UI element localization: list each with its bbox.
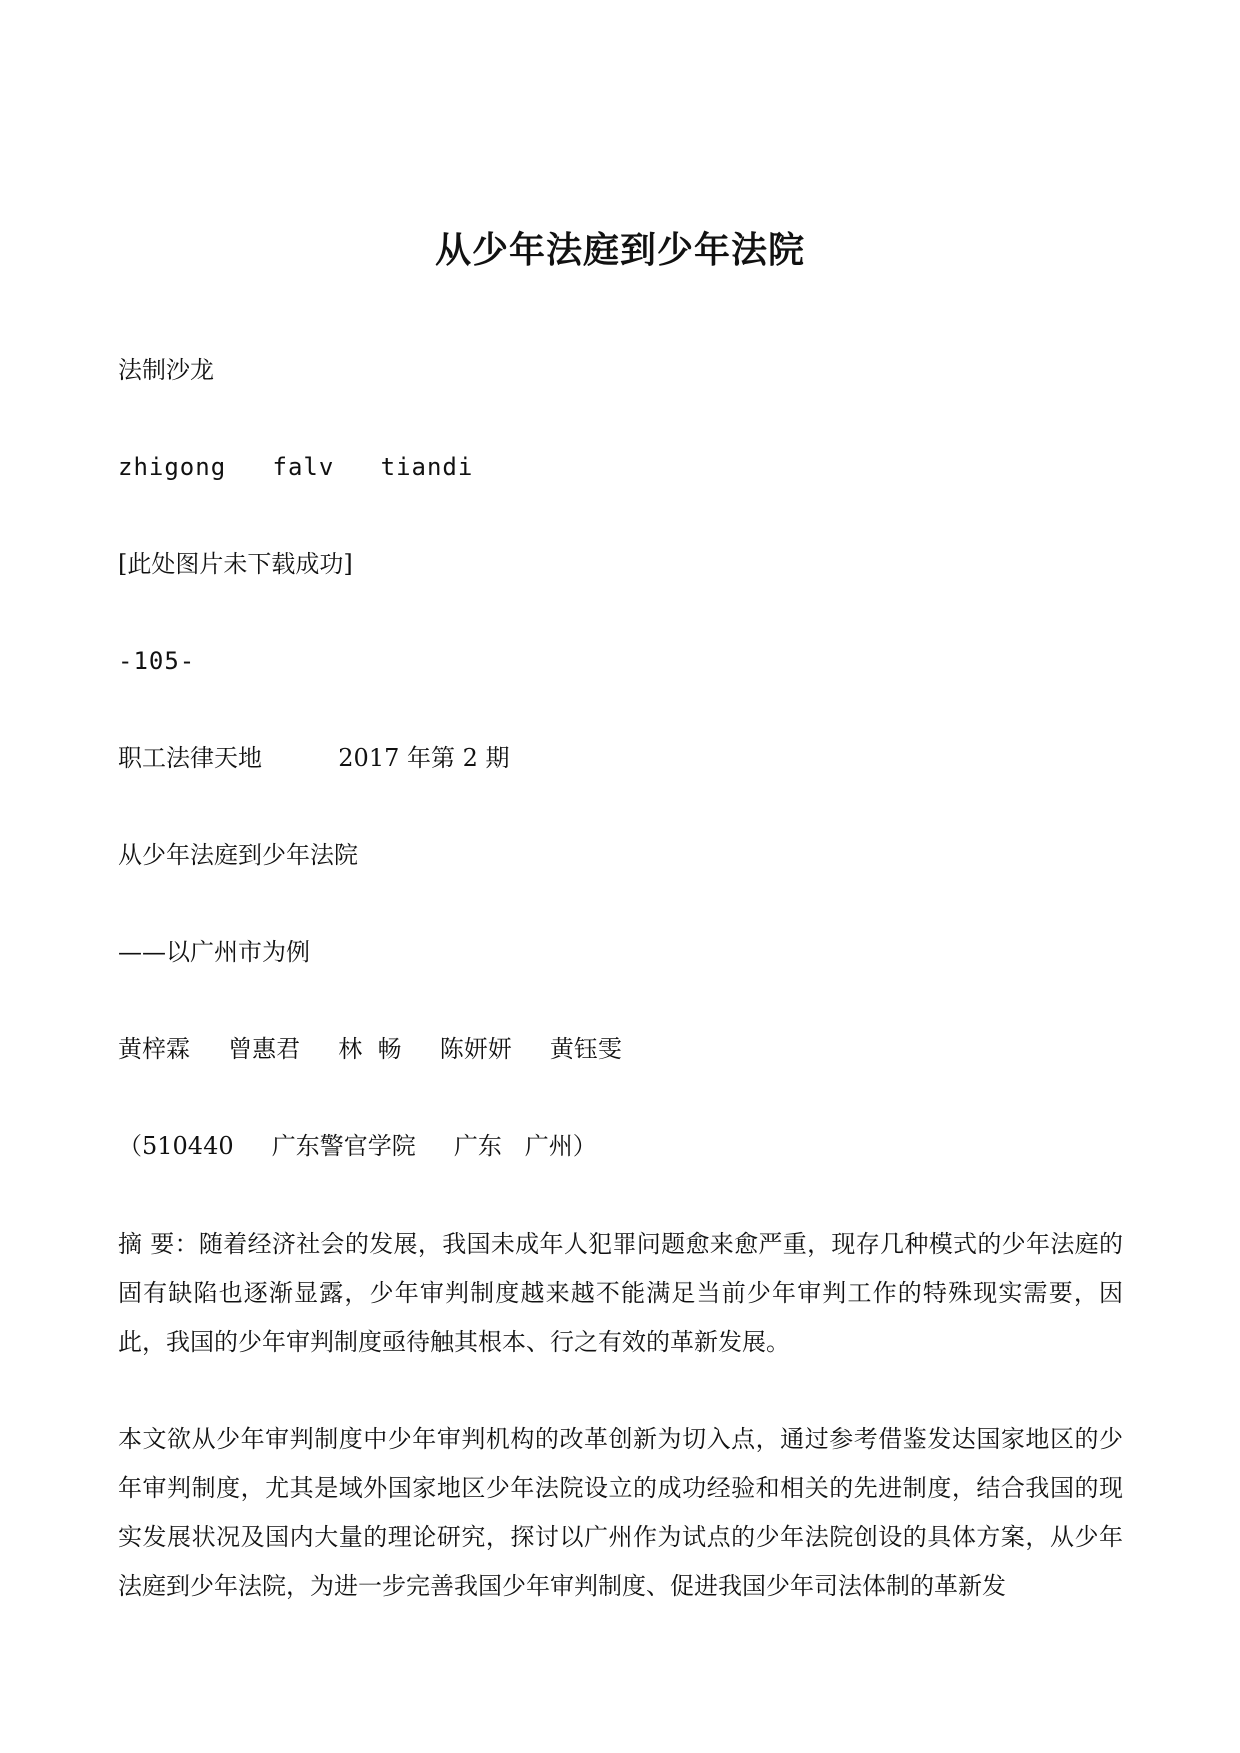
column-label: 法制沙龙	[118, 356, 214, 384]
authors: 黄梓霖 曾惠君 林 畅 陈妍妍 黄钰雯	[118, 1035, 622, 1063]
journal-issue: 职工法律天地 2017 年第 2 期	[118, 744, 510, 772]
article-title: 从少年法庭到少年法院	[118, 841, 358, 869]
abstract-paragraph: 摘 要：随着经济社会的发展，我国未成年人犯罪问题愈来愈严重，现存几种模式的少年法庭的固有缺陷也逐渐显露，少年审判制度越来越不能满足当前少年审判工作的特殊现实需要，因此，我国的少年审判制度亟待触其根本、行之有效的革新发展。	[118, 1230, 1123, 1356]
document-title: 从少年法庭到少年法院	[434, 230, 805, 271]
image-placeholder: [此处图片未下载成功]	[118, 550, 353, 578]
pinyin-label: zhigong falv tiandi	[118, 453, 474, 481]
page-number: -105-	[118, 647, 196, 675]
article-subtitle: ——以广州市为例	[118, 938, 310, 966]
affiliation: （510440 广东警官学院 广东 广州）	[118, 1132, 597, 1160]
body-paragraph: 本文欲从少年审判制度中少年审判机构的改革创新为切入点，通过参考借鉴发达国家地区的少年审判制度，尤其是域外国家地区少年法院设立的成功经验和相关的先进制度，结合我国的现实发展状况及国内大量的理论研究，探讨以广州作为试点的少年法院创设的具体方案，从少年法庭到少年法院，为进一步完善我国少年审判制度、促进我国少年司法体制的革新发	[118, 1425, 1123, 1600]
